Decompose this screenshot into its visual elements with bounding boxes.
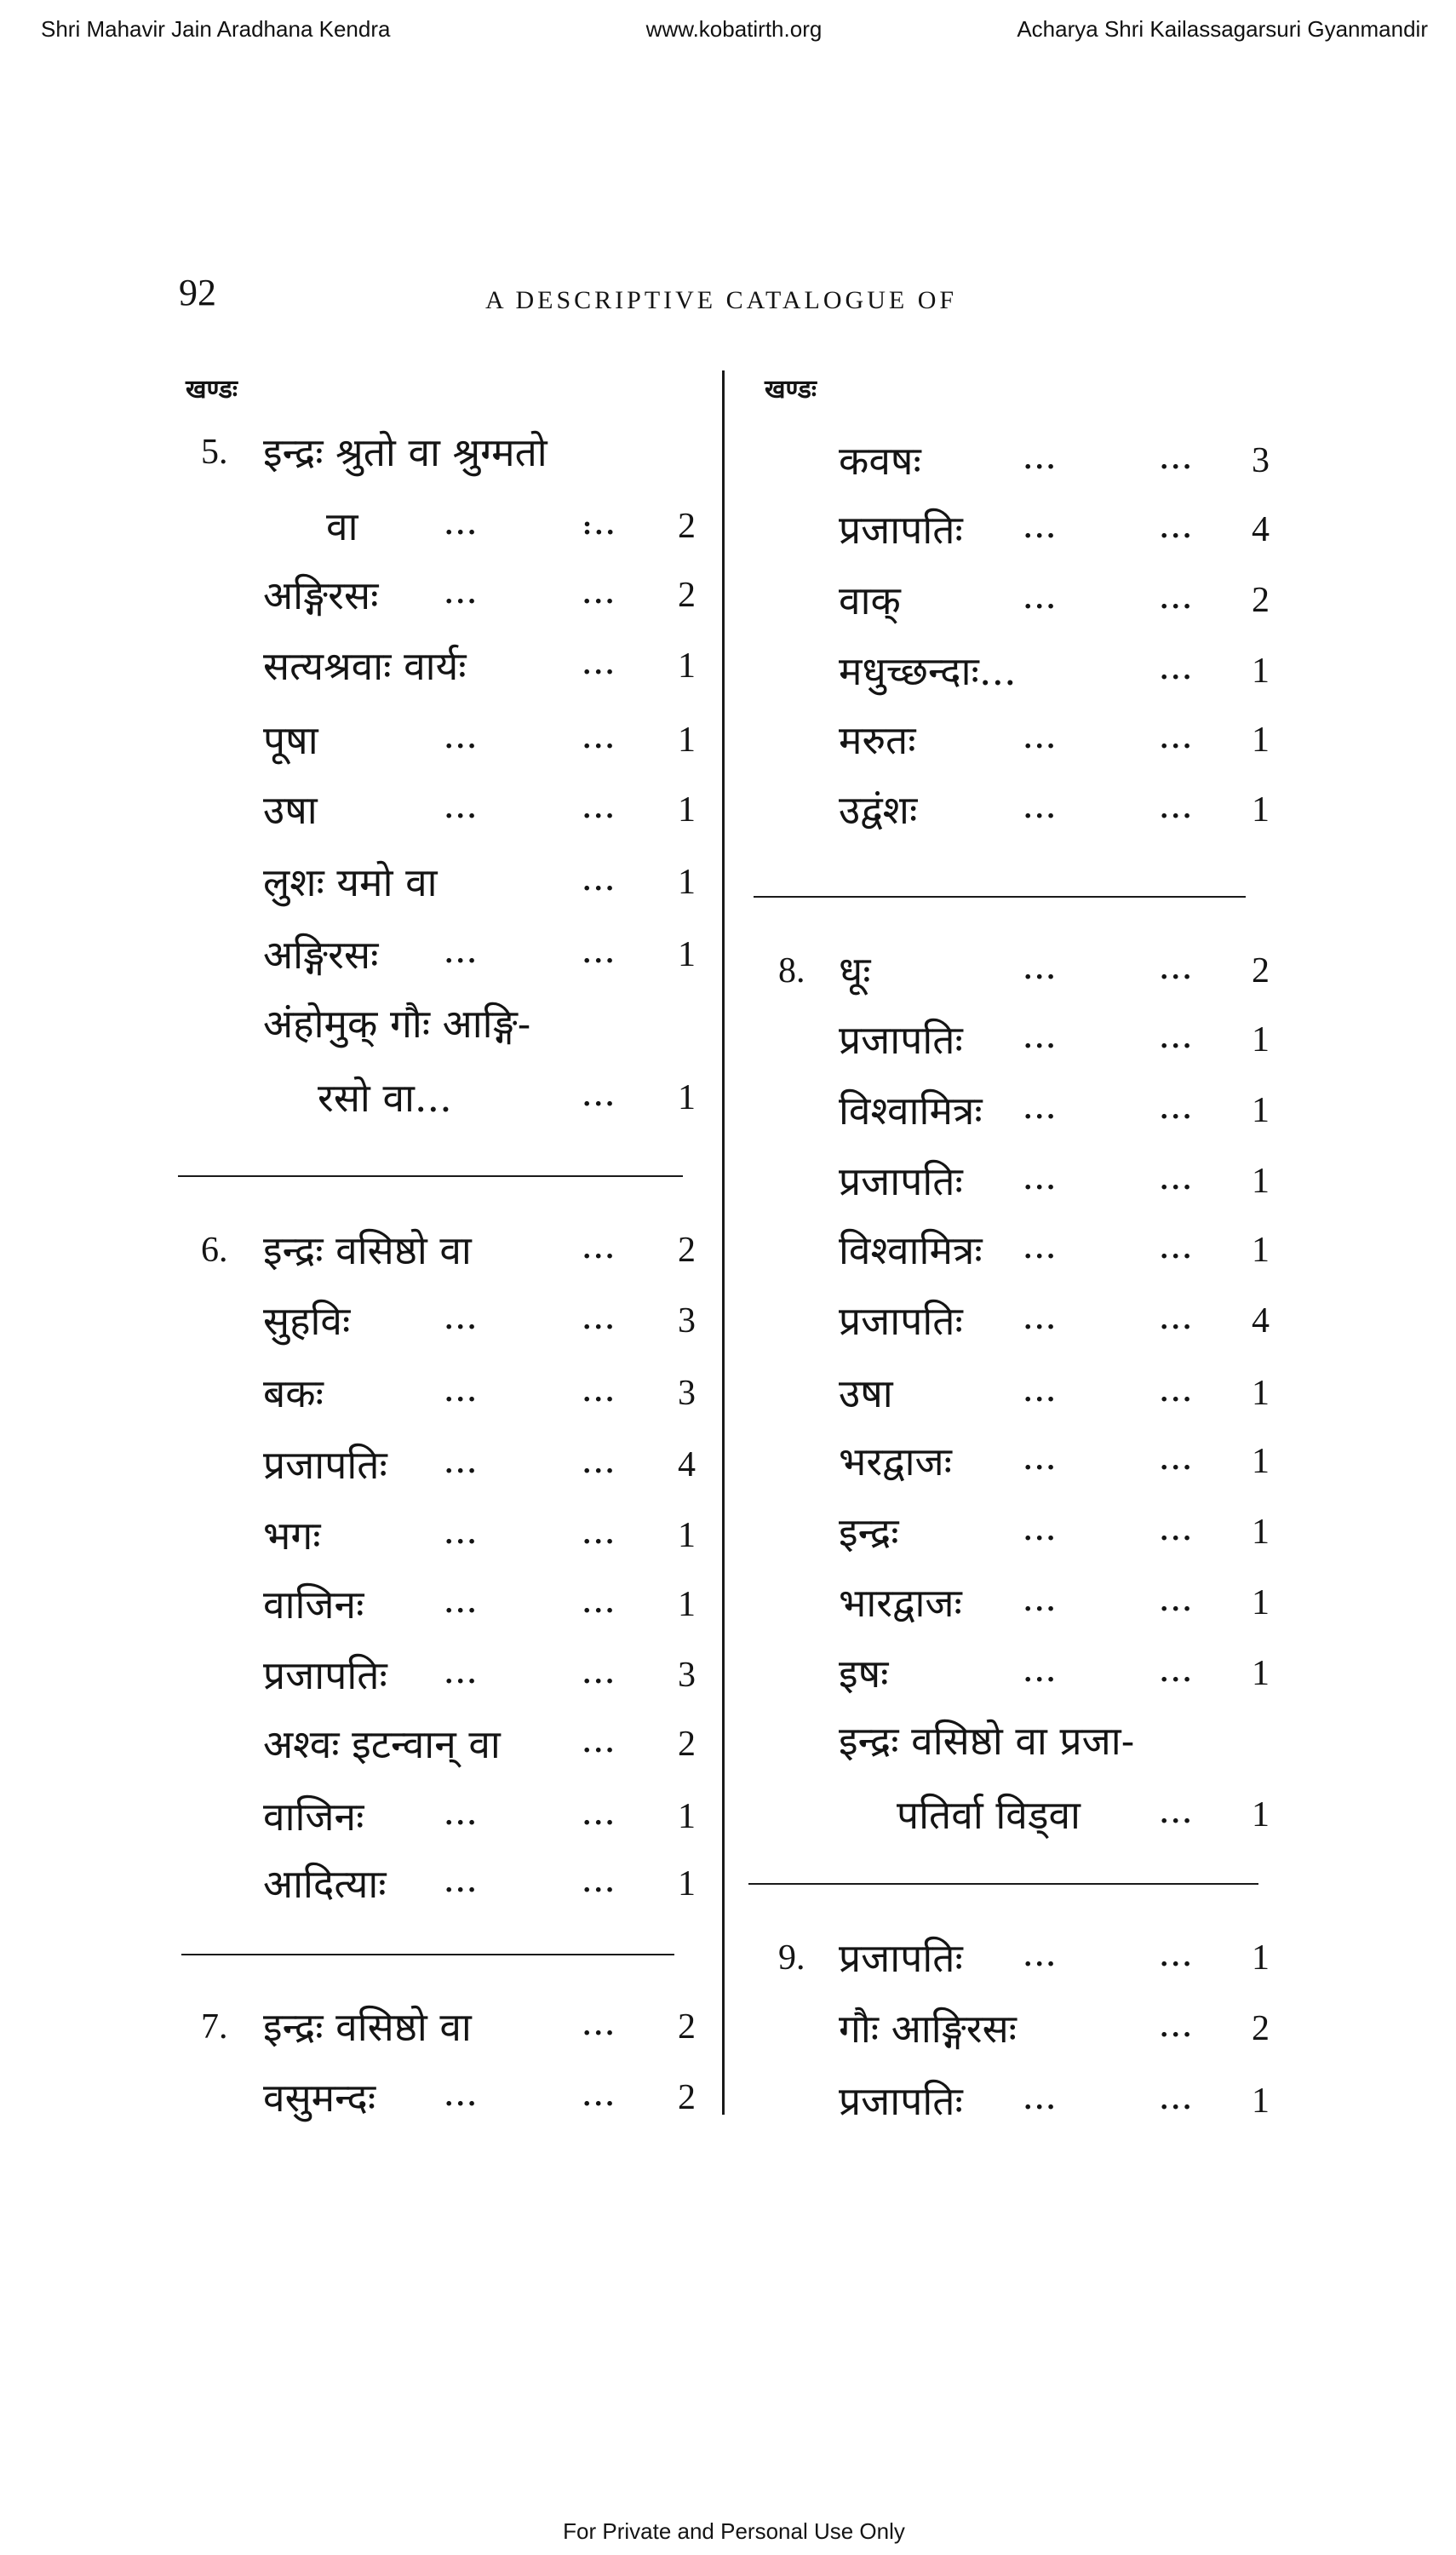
entry-count: 4 bbox=[1252, 1301, 1270, 1341]
leader-dots: ... bbox=[582, 2012, 617, 2041]
catalogue-entry bbox=[724, 637, 1456, 705]
leader-dots: ... bbox=[582, 1520, 617, 1550]
catalogue-entry bbox=[724, 1569, 1456, 1637]
entry-count: 1 bbox=[678, 1585, 696, 1624]
leader-dots: ... bbox=[582, 867, 617, 897]
header-right-text: Acharya Shri Kailassagarsuri Gyanmandir bbox=[1017, 16, 1428, 42]
entry-name: अश्वः इटन्वान् वा bbox=[263, 1721, 501, 1767]
entry-name: इन्द्रः वसिष्ठो वा bbox=[263, 2004, 472, 2050]
catalogue-entry bbox=[0, 1641, 722, 1709]
entry-name: प्रजापतिः bbox=[839, 1158, 963, 1204]
catalogue-entry bbox=[0, 776, 722, 844]
entry-count: 1 bbox=[678, 790, 696, 830]
catalogue-entry bbox=[0, 2064, 722, 2132]
catalogue-entry bbox=[724, 1707, 1456, 1775]
entry-name: प्रजापतिः bbox=[263, 1442, 387, 1488]
leader-dots: ... bbox=[582, 2082, 617, 2112]
leader-dots: ... bbox=[1160, 1588, 1195, 1617]
entry-count: 3 bbox=[678, 1301, 696, 1341]
running-title: A DESCRIPTIVE CATALOGUE OF bbox=[484, 286, 958, 314]
entry-name: इन्द्रः वसिष्ठो वा प्रजा- bbox=[839, 1718, 1135, 1764]
entry-name: धूः bbox=[839, 948, 871, 994]
entry-count: 2 bbox=[678, 507, 696, 546]
catalogue-entry bbox=[0, 1850, 722, 1918]
entry-count: 1 bbox=[1252, 1374, 1270, 1413]
catalogue-entry bbox=[724, 1498, 1456, 1566]
leader-dots: ... bbox=[1160, 1517, 1195, 1547]
entry-name: भगः bbox=[263, 1513, 321, 1559]
catalogue-entry bbox=[0, 1359, 722, 1427]
catalogue-entry bbox=[0, 1710, 722, 1778]
page-number: 92 bbox=[179, 272, 216, 313]
leader-dots: ... bbox=[1160, 514, 1195, 544]
section-number: 7. bbox=[201, 2007, 228, 2047]
entry-name: वसुमन्दः bbox=[263, 2075, 376, 2121]
entry-count: 1 bbox=[1252, 1091, 1270, 1130]
entry-count: 2 bbox=[678, 2007, 696, 2047]
entry-name: वाजिनः bbox=[263, 1582, 364, 1628]
leader-dots: ... bbox=[444, 795, 479, 824]
catalogue-entry bbox=[724, 937, 1456, 1005]
catalogue-entry bbox=[0, 492, 722, 560]
catalogue-entry bbox=[0, 1993, 722, 2061]
leader-dots: ... bbox=[582, 580, 617, 610]
entry-name: अङ्गिरसः bbox=[263, 932, 379, 978]
catalogue-entry bbox=[0, 706, 722, 774]
catalogue-entry bbox=[0, 561, 722, 629]
leader-dots: ... bbox=[1160, 445, 1195, 475]
leader-dots: ... bbox=[1023, 585, 1058, 615]
entry-count: 1 bbox=[678, 721, 696, 760]
header-left-text: Shri Mahavir Jain Aradhana Kendra bbox=[41, 16, 391, 42]
entry-count: 1 bbox=[678, 1516, 696, 1555]
entry-name: पूषा bbox=[263, 717, 318, 763]
entry-name: अङ्गिरसः bbox=[263, 572, 379, 618]
leader-dots: ... bbox=[582, 1869, 617, 1898]
leader-dots: ... bbox=[582, 1378, 617, 1408]
entry-count: 1 bbox=[1252, 790, 1270, 830]
entry-name: सुहविः bbox=[263, 1298, 351, 1344]
leader-dots: ... bbox=[582, 1729, 617, 1759]
entry-count: 1 bbox=[1252, 1513, 1270, 1552]
leader-dots: ... bbox=[582, 1589, 617, 1619]
entry-name: प्रजापतिः bbox=[839, 1017, 963, 1063]
column-heading: खण्डः bbox=[765, 375, 817, 405]
entry-count: 2 bbox=[678, 1725, 696, 1764]
entry-count: 3 bbox=[1252, 441, 1270, 480]
leader-dots: ... bbox=[1023, 795, 1058, 824]
section-number: 5. bbox=[201, 433, 228, 472]
leader-dots: ... bbox=[444, 1660, 479, 1690]
leader-dots: ... bbox=[582, 1306, 617, 1335]
leader-dots: ... bbox=[1160, 585, 1195, 615]
leader-dots: ... bbox=[1023, 1235, 1058, 1265]
leader-dots: ... bbox=[444, 1520, 479, 1550]
leader-dots: ... bbox=[1160, 725, 1195, 755]
catalogue-entry bbox=[724, 2067, 1456, 2135]
entry-count: 1 bbox=[1252, 1162, 1270, 1201]
leader-dots: ... bbox=[1023, 514, 1058, 544]
entry-name: उषा bbox=[263, 787, 318, 833]
leader-dots: :.. bbox=[582, 511, 617, 541]
entry-name: इन्द्रः वसिष्ठो वा bbox=[263, 1227, 472, 1273]
leader-dots: ... bbox=[582, 1801, 617, 1831]
entry-name: विश्वामित्रः bbox=[839, 1227, 983, 1273]
leader-dots: ... bbox=[444, 1378, 479, 1408]
catalogue-entry bbox=[724, 1147, 1456, 1215]
catalogue-entry bbox=[724, 706, 1456, 774]
leader-dots: ... bbox=[1023, 1446, 1058, 1476]
leader-dots: ... bbox=[444, 939, 479, 969]
leader-dots: ... bbox=[444, 1450, 479, 1479]
entry-name: रसो वा... bbox=[318, 1075, 452, 1121]
catalogue-entry bbox=[724, 1639, 1456, 1708]
entry-name: अंहोमुक् गौः आङ्गि- bbox=[263, 1001, 531, 1047]
entry-name: प्रजापतिः bbox=[839, 1935, 963, 1981]
section-divider bbox=[181, 1954, 674, 1955]
entry-name: प्रजापतिः bbox=[839, 2078, 963, 2124]
leader-dots: ... bbox=[444, 1869, 479, 1898]
leader-dots: ... bbox=[444, 580, 479, 610]
entry-count: 1 bbox=[1252, 2081, 1270, 2121]
entry-name: प्रजापतिः bbox=[839, 1298, 963, 1344]
entry-count: 2 bbox=[1252, 581, 1270, 620]
entry-count: 1 bbox=[1252, 652, 1270, 691]
entry-name: कवषः bbox=[839, 438, 921, 484]
entry-count: 4 bbox=[678, 1445, 696, 1484]
section-divider bbox=[748, 1883, 1258, 1885]
catalogue-entry bbox=[0, 1287, 722, 1355]
entry-name: उद्वंशः bbox=[839, 787, 918, 833]
entry-name: गौः आङ्गिरसः bbox=[839, 2006, 1017, 2052]
leader-dots: ... bbox=[582, 1235, 617, 1265]
catalogue-entry bbox=[0, 1064, 722, 1132]
entry-count: 4 bbox=[1252, 510, 1270, 549]
footer-notice: For Private and Personal Use Only bbox=[563, 2518, 905, 2544]
leader-dots: ... bbox=[1160, 1306, 1195, 1335]
entry-name: भारद्वाजः bbox=[839, 1580, 962, 1626]
catalogue-entry bbox=[0, 632, 722, 700]
entry-name: मरुतः bbox=[839, 717, 916, 763]
section-number: 9. bbox=[778, 1938, 805, 1978]
leader-dots: ... bbox=[1023, 2086, 1058, 2116]
catalogue-entry bbox=[724, 1359, 1456, 1427]
leader-dots: ... bbox=[1160, 1446, 1195, 1476]
leader-dots: ... bbox=[582, 651, 617, 680]
leader-dots: ... bbox=[582, 795, 617, 824]
entry-count: 2 bbox=[678, 576, 696, 615]
entry-name: प्रजापतिः bbox=[263, 1652, 387, 1698]
entry-name: वाजिनः bbox=[263, 1794, 364, 1840]
leader-dots: ... bbox=[444, 1306, 479, 1335]
section-divider bbox=[178, 1175, 683, 1177]
leader-dots: ... bbox=[1160, 1800, 1195, 1829]
leader-dots: ... bbox=[1160, 1166, 1195, 1196]
catalogue-entry bbox=[724, 1427, 1456, 1496]
catalogue-entry bbox=[724, 776, 1456, 844]
entry-name: वाक् bbox=[839, 577, 901, 623]
entry-count: 1 bbox=[678, 935, 696, 974]
catalogue-entry bbox=[724, 1781, 1456, 1849]
leader-dots: ... bbox=[1160, 1025, 1195, 1054]
catalogue-entry bbox=[0, 1570, 722, 1639]
right-column bbox=[724, 0, 1456, 2214]
entry-count: 2 bbox=[678, 1231, 696, 1270]
catalogue-entry bbox=[724, 1216, 1456, 1284]
entry-count: 1 bbox=[1252, 1442, 1270, 1481]
leader-dots: ... bbox=[1160, 656, 1195, 686]
entry-name: पतिर्वा विड्वा bbox=[897, 1792, 1081, 1838]
leader-dots: ... bbox=[582, 725, 617, 755]
leader-dots: ... bbox=[444, 1801, 479, 1831]
leader-dots: ... bbox=[1023, 1095, 1058, 1125]
leader-dots: ... bbox=[582, 939, 617, 969]
entry-name: प्रजापतिः bbox=[839, 507, 963, 553]
leader-dots: ... bbox=[444, 1589, 479, 1619]
column-heading: खण्डः bbox=[186, 375, 238, 405]
leader-dots: ... bbox=[582, 1450, 617, 1479]
leader-dots: ... bbox=[1023, 1588, 1058, 1617]
entry-name: लुशः यमो वा bbox=[263, 859, 438, 905]
catalogue-entry bbox=[724, 1287, 1456, 1355]
entry-count: 1 bbox=[1252, 1938, 1270, 1978]
leader-dots: ... bbox=[1023, 445, 1058, 475]
entry-name: मधुच्छन्दाः... bbox=[839, 648, 1017, 694]
left-column bbox=[0, 0, 722, 2214]
entry-count: 1 bbox=[1252, 1654, 1270, 1693]
leader-dots: ... bbox=[582, 1660, 617, 1690]
leader-dots: ... bbox=[1023, 1378, 1058, 1408]
catalogue-entry bbox=[724, 1077, 1456, 1145]
leader-dots: ... bbox=[1023, 1166, 1058, 1196]
entry-count: 3 bbox=[678, 1374, 696, 1413]
leader-dots: ... bbox=[1160, 1943, 1195, 1972]
section-number: 8. bbox=[778, 951, 805, 990]
entry-name: विश्वामित्रः bbox=[839, 1088, 983, 1134]
entry-count: 1 bbox=[1252, 1583, 1270, 1622]
entry-count: 1 bbox=[678, 1797, 696, 1836]
catalogue-entry bbox=[0, 848, 722, 916]
catalogue-entry bbox=[0, 418, 722, 486]
catalogue-entry bbox=[0, 921, 722, 989]
entry-count: 1 bbox=[1252, 1231, 1270, 1270]
leader-dots: ... bbox=[444, 2082, 479, 2112]
leader-dots: ... bbox=[1160, 1095, 1195, 1125]
leader-dots: ... bbox=[1023, 1025, 1058, 1054]
leader-dots: ... bbox=[1160, 1235, 1195, 1265]
leader-dots: ... bbox=[1160, 2013, 1195, 2043]
leader-dots: ... bbox=[1023, 1517, 1058, 1547]
leader-dots: ... bbox=[1023, 956, 1058, 985]
entry-count: 1 bbox=[678, 1078, 696, 1117]
leader-dots: ... bbox=[582, 1082, 617, 1112]
entry-count: 2 bbox=[1252, 2009, 1270, 2048]
catalogue-entry bbox=[0, 1431, 722, 1499]
catalogue-entry bbox=[724, 427, 1456, 495]
catalogue-entry bbox=[724, 566, 1456, 634]
leader-dots: ... bbox=[1023, 1943, 1058, 1972]
leader-dots: ... bbox=[1160, 1658, 1195, 1688]
entry-count: 3 bbox=[678, 1656, 696, 1695]
leader-dots: ... bbox=[1160, 1378, 1195, 1408]
section-number: 6. bbox=[201, 1231, 228, 1270]
catalogue-entry bbox=[724, 1006, 1456, 1074]
catalogue-entry bbox=[0, 1783, 722, 1851]
entry-count: 2 bbox=[1252, 951, 1270, 990]
entry-count: 1 bbox=[1252, 721, 1270, 760]
entry-count: 1 bbox=[678, 863, 696, 902]
entry-name: इन्द्रः bbox=[839, 1509, 899, 1555]
entry-name: सत्यश्रवाः वार्यः bbox=[263, 643, 467, 689]
entry-name: वा bbox=[326, 503, 358, 549]
catalogue-entry bbox=[0, 1501, 722, 1570]
entry-name: आदित्याः bbox=[263, 1861, 387, 1907]
catalogue-entry bbox=[0, 1216, 722, 1284]
leader-dots: ... bbox=[1160, 956, 1195, 985]
section-divider bbox=[754, 896, 1246, 898]
entry-name: बकः bbox=[263, 1370, 324, 1416]
entry-count: 1 bbox=[1252, 1020, 1270, 1059]
leader-dots: ... bbox=[1023, 1306, 1058, 1335]
leader-dots: ... bbox=[444, 511, 479, 541]
entry-name: भरद्वाजः bbox=[839, 1438, 952, 1484]
header-site-url: www.kobatirth.org bbox=[645, 16, 823, 42]
leader-dots: ... bbox=[1160, 2086, 1195, 2116]
leader-dots: ... bbox=[1160, 795, 1195, 824]
leader-dots: ... bbox=[1023, 725, 1058, 755]
entry-name: इन्द्रः श्रुतो वा श्रुग्मतो bbox=[263, 429, 547, 475]
entry-count: 1 bbox=[1252, 1795, 1270, 1834]
catalogue-entry bbox=[724, 496, 1456, 564]
catalogue-entry bbox=[724, 1995, 1456, 2063]
leader-dots: ... bbox=[1023, 1658, 1058, 1688]
entry-count: 2 bbox=[678, 2078, 696, 2117]
entry-count: 1 bbox=[678, 1864, 696, 1903]
catalogue-entry bbox=[724, 1924, 1456, 1992]
catalogue-entry bbox=[0, 990, 722, 1058]
entry-name: उषा bbox=[839, 1370, 893, 1416]
entry-count: 1 bbox=[678, 646, 696, 686]
entry-name: इषः bbox=[839, 1651, 889, 1697]
leader-dots: ... bbox=[444, 725, 479, 755]
